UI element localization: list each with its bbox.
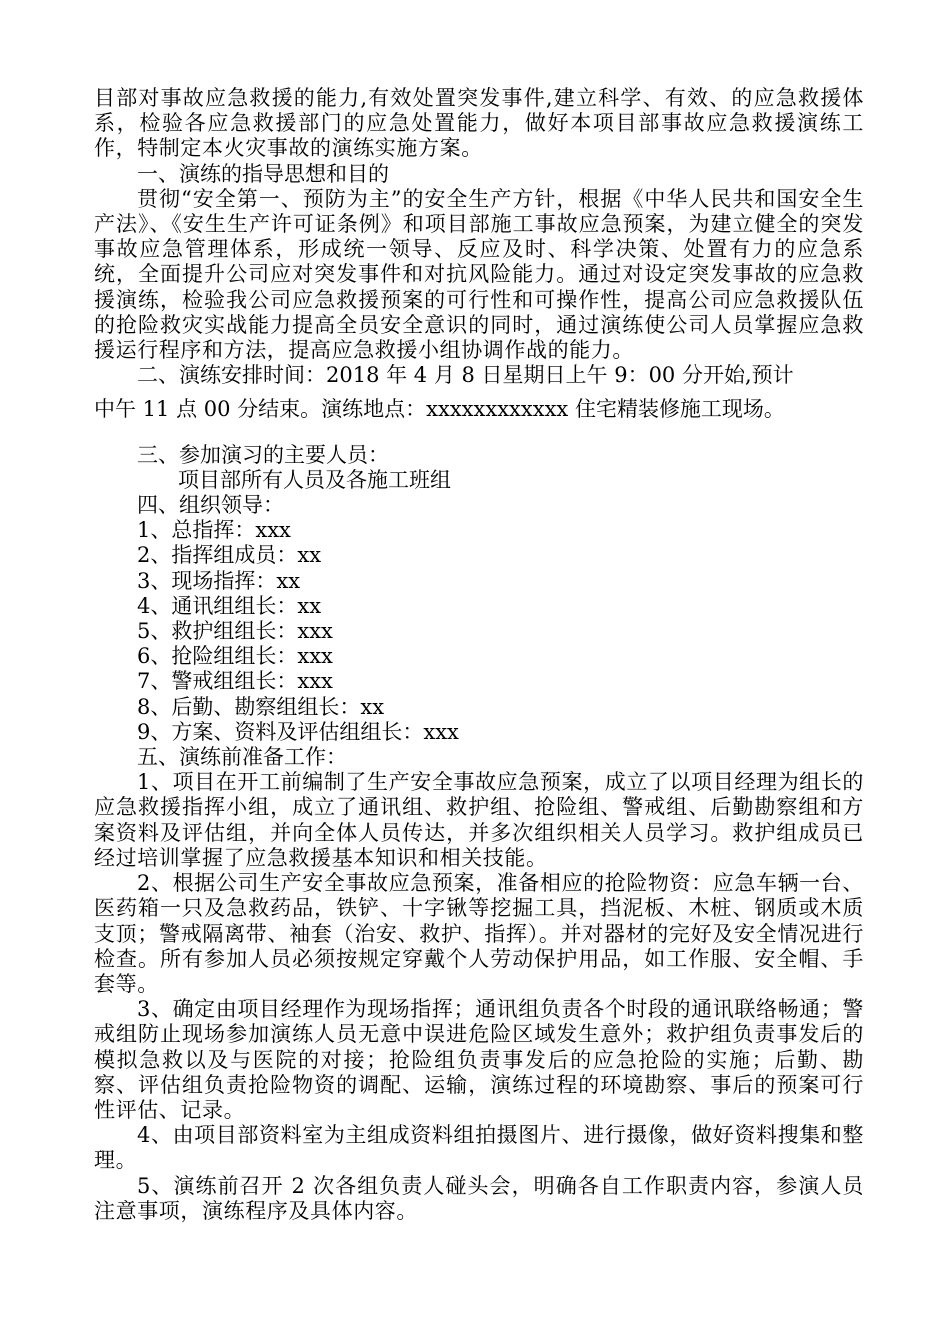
intro-paragraph: 目部对事故应急救援的能力,有效处置突发事件,建立科学、有效、的应急救援体系，检验各应急救援部门的应急处置能力，做好本项目部事故应急救援演练工作，特制定本火灾事故的演练实施方案。 bbox=[94, 86, 864, 161]
document-page bbox=[94, 86, 864, 1224]
list-item: 5、救护组组长：xxx bbox=[137, 619, 333, 644]
list-item: 9、方案、资料及评估组组长：xxx bbox=[137, 719, 459, 744]
section-2-line-2: 中午 11 点 00 分结束。演练地点：xxxxxxxxxxxx 住宅精装修施工现场。 bbox=[94, 397, 785, 422]
list-item: 4、通讯组组长：xx bbox=[137, 593, 322, 618]
section-1-heading: 一、演练的指导思想和目的 bbox=[137, 161, 389, 186]
list-item: 2、指挥组成员：xx bbox=[137, 543, 322, 568]
list-item: 7、警戒组组长：xxx bbox=[137, 669, 333, 694]
list-item: 6、抢险组组长：xxx bbox=[137, 644, 333, 669]
section-1-body: 贯彻“安全第一、预防为主”的安全生产方针，根据《中华人民共和国安全生产法》、《安生生产许可证条例》和项目部施工事故应急预案，为建立健全的突发事故应急管理体系，形成统一领导、反应及时、科学决策、处置有力的应急系统，全面提升公司应对突发事件和对抗风险能力。通过对设定突发事故的应急救援演练，检验我公司应急救援预案的可行性和可操作性，提高公司应急救援队伍的抢险救灾实战能力提高全员安全意识的同时，通过演练使公司人员掌握应急救援运行程序和方法，提高应急救援小组协调作战的能力。 bbox=[94, 186, 864, 363]
section-5-paragraph-1: 1、项目在开工前编制了生产安全事故应急预案，成立了以项目经理为组长的应急救援指挥小组，成立了通讯组、救护组、抢险组、警戒组、后勤勘察组和方案资料及评估组，并向全体人员传达，并多次组织相关人员学习。救护组成员已经过培训掌握了应急救援基本知识和相关技能。 bbox=[94, 770, 864, 870]
section-2-line-1: 二、演练安排时间：2018 年 4 月 8 日星期日上午 9：00 分开始,预计 bbox=[137, 363, 794, 388]
list-item: 8、后勤、勘察组组长：xx bbox=[137, 694, 385, 719]
leadership-list bbox=[94, 518, 864, 745]
section-5-paragraph-4: 4、由项目部资料室为主组成资料组拍摄图片、进行摄像，做好资料搜集和整理。 bbox=[94, 1123, 864, 1173]
section-5-paragraph-5: 5、演练前召开 2 次各组负责人碰头会，明确各自工作职责内容，参演人员注意事项，演练程序及具体内容。 bbox=[94, 1173, 864, 1223]
section-5-paragraph-2: 2、根据公司生产安全事故应急预案，准备相应的抢险物资：应急车辆一台、医药箱一只及急救药品，铁铲、十字锹等挖掘工具，挡泥板、木桩、钢质或木质支顶；警戒隔离带、袖套（治安、救护、指挥）。并对器材的完好及安全情况进行检查。所有参加人员必须按规定穿戴个人劳动保护用品，如工作服、安全帽、手套等。 bbox=[94, 871, 864, 996]
section-5-heading: 五、演练前准备工作： bbox=[137, 745, 347, 770]
list-item: 3、现场指挥：xx bbox=[137, 568, 301, 593]
section-4-heading: 四、组织领导： bbox=[137, 493, 284, 518]
section-3-heading: 三、参加演习的主要人员： bbox=[137, 442, 389, 467]
section-5-paragraph-3: 3、确定由项目经理作为现场指挥；通讯组负责各个时段的通讯联络畅通；警戒组防止现场参加演练人员无意中误进危险区域发生意外；救护组负责事发后的模拟急救以及与医院的对接；抢险组负责事发后的应急抢险的实施；后勤、勘察、评估组负责抢险物资的调配、运输，演练过程的环境勘察、事后的预案可行性评估、记录。 bbox=[94, 997, 864, 1122]
section-3-body: 项目部所有人员及各施工班组 bbox=[178, 467, 451, 492]
list-item: 1、总指挥：xxx bbox=[137, 518, 291, 543]
